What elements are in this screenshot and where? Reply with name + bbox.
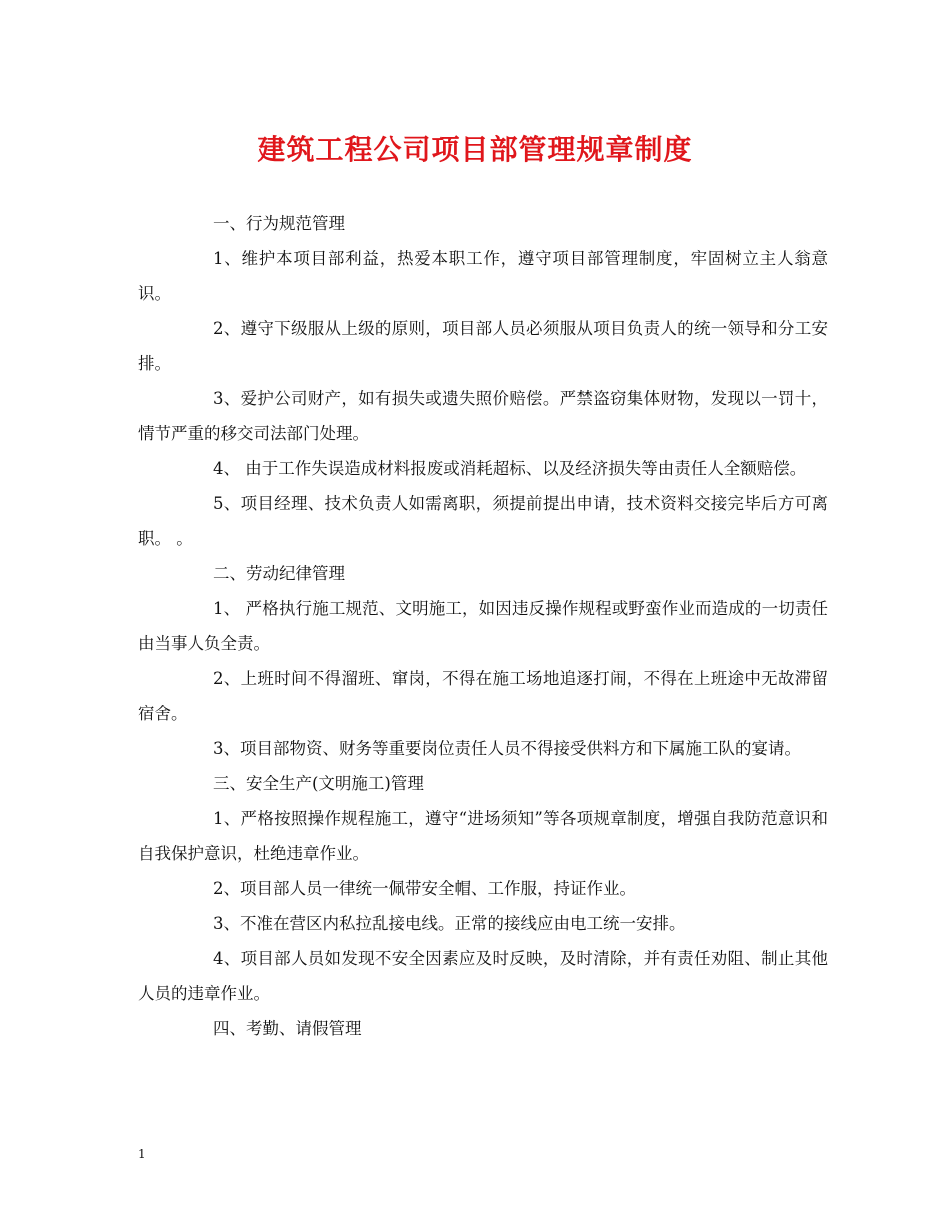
paragraph: 4、项目部人员如发现不安全因素应及时反映，及时清除，并有责任劝阻、制止其他人员的违章作业。	[138, 949, 828, 1003]
section-heading: 二、劳动纪律管理	[213, 564, 345, 583]
paragraph: 3、爱护公司财产，如有损失或遗失照价赔偿。严禁盗窃集体财物，发现以一罚十，情节严重的移交司法部门处理。	[138, 389, 828, 443]
paragraph: 3、项目部物资、财务等重要岗位责任人员不得接受供料方和下属施工队的宴请。	[213, 739, 801, 758]
paragraph: 2、项目部人员一律统一佩带安全帽、工作服，持证作业。	[213, 879, 636, 898]
document-body	[138, 206, 828, 1046]
paragraph: 4、 由于工作失误造成材料报废或消耗超标、以及经济损失等由责任人全额赔偿。	[213, 459, 807, 478]
document-title: 建筑工程公司项目部管理规章制度	[257, 133, 693, 166]
paragraph: 3、不准在营区内私拉乱接电线。正常的接线应由电工统一安排。	[213, 914, 686, 933]
paragraph: 2、遵守下级服从上级的原则，项目部人员必须服从项目负责人的统一领导和分工安排。	[138, 319, 828, 373]
page-number: 1	[138, 1147, 146, 1161]
paragraph: 1、维护本项目部利益，热爱本职工作，遵守项目部管理制度，牢固树立主人翁意识。	[138, 249, 828, 303]
section-heading: 三、安全生产(文明施工)管理	[213, 774, 424, 793]
section-heading: 一、行为规范管理	[213, 214, 345, 233]
paragraph: 1、 严格执行施工规范、文明施工，如因违反操作规程或野蛮作业而造成的一切责任由当事人负全责。	[138, 599, 828, 653]
section-heading: 四、考勤、请假管理	[213, 1019, 362, 1038]
paragraph: 2、上班时间不得溜班、窜岗，不得在施工场地追逐打闹，不得在上班途中无故滞留宿舍。	[138, 669, 828, 723]
paragraph: 1、严格按照操作规程施工，遵守“进场须知”等各项规章制度，增强自我防范意识和自我保护意识，杜绝违章作业。	[138, 809, 828, 863]
paragraph: 5、项目经理、技术负责人如需离职，须提前提出申请，技术资料交接完毕后方可离职。 。	[138, 494, 828, 548]
